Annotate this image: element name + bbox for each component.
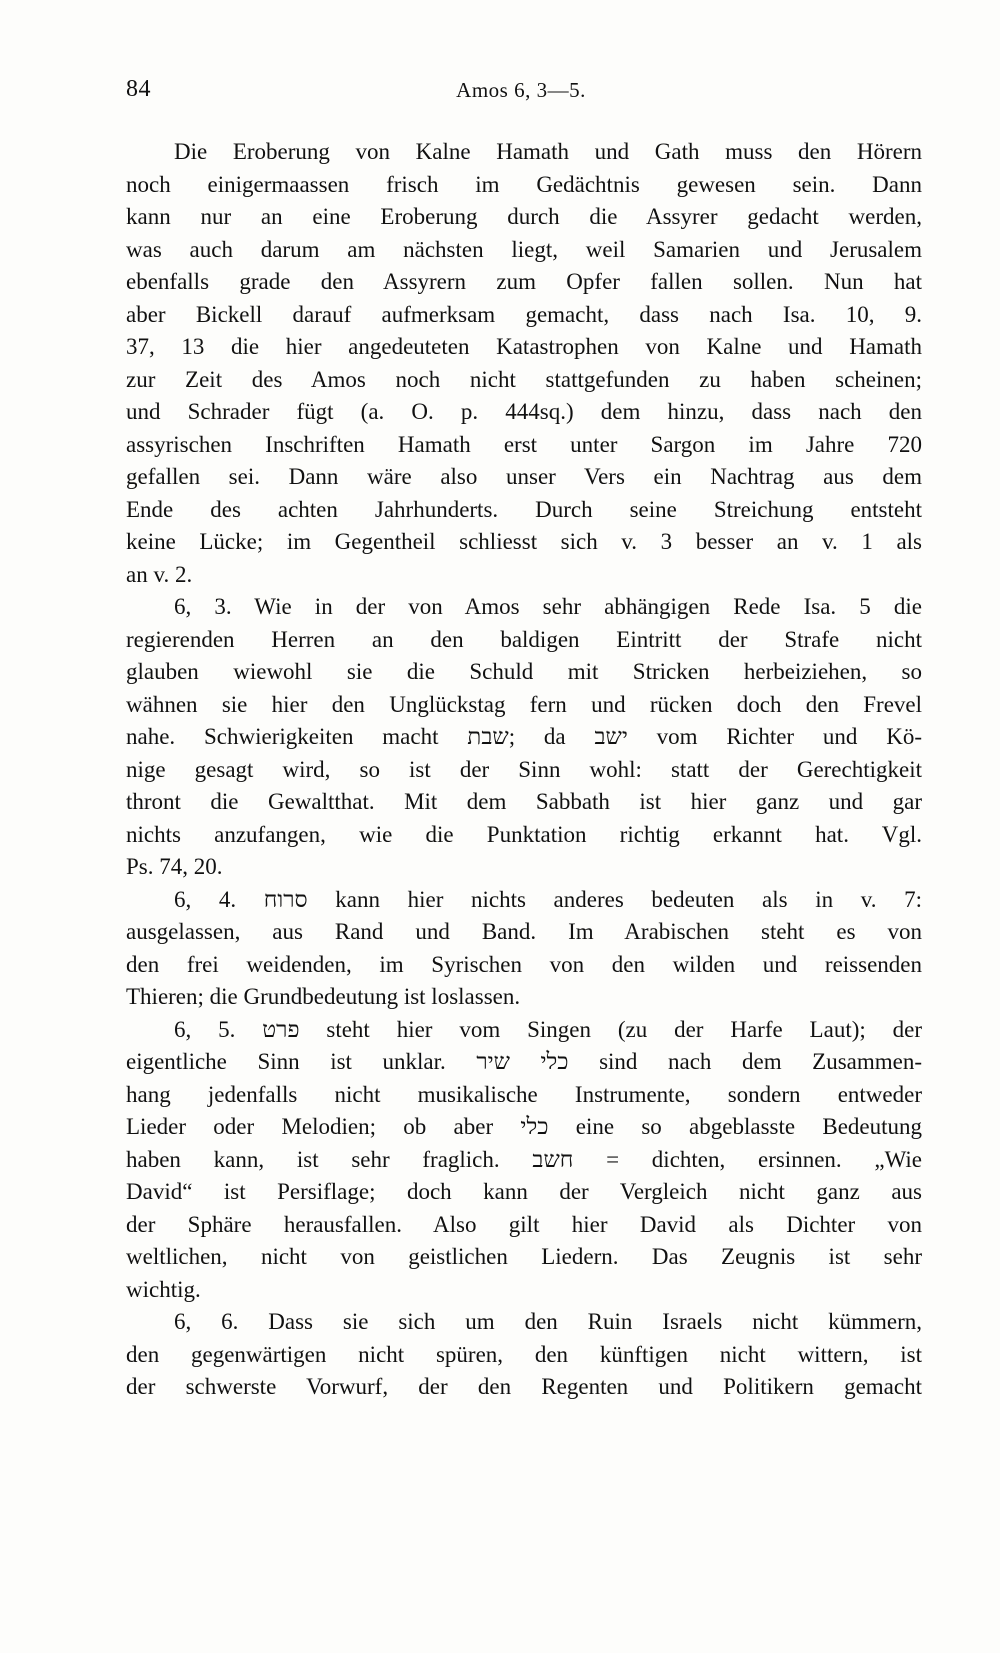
text-line: ausgelassen, aus Rand und Band. Im Arabischen steht es von [126, 919, 922, 944]
text-line: noch einigermaassen frisch im Gedächtnis gewesen sein. Dann [126, 171, 922, 197]
text-line: an v. 2. [126, 561, 193, 587]
text-line: 6, 6. Dass sie sich um den Ruin Israels nicht kümmern, [174, 1309, 922, 1334]
page-number: 84 [126, 76, 151, 102]
text-line: was auch darum am nächsten liegt, weil Samarien und Jerusalem [126, 236, 922, 262]
text-line: haben kann, ist sehr fraglich. חשב = dichten, ersinnen. „Wie [126, 1146, 922, 1172]
text-line: Lieder oder Melodien; ob aber כלי eine so abgeblasste Bedeutung [126, 1114, 923, 1139]
text-line: wichtig. [126, 1276, 201, 1302]
text-line: 6, 5. פרט steht hier vom Singen (zu der Harfe Laut); der [174, 1016, 922, 1042]
text-line: keine Lücke; im Gegentheil schliesst sich v. 3 besser an v. 1 als [126, 529, 922, 554]
text-line: eigentliche Sinn ist unklar. כלי שיר sind nach dem Zusammen- [126, 1049, 923, 1074]
text-line: zur Zeit des Amos noch nicht stattgefunden zu haben scheinen; [126, 366, 922, 392]
text-line: ebenfalls grade den Assyrern zum Opfer fallen sollen. Nun hat [126, 269, 922, 294]
text-line: gefallen sei. Dann wäre also unser Vers ein Nachtrag aus dem [126, 464, 922, 489]
running-title: Amos 6, 3—5. [456, 78, 586, 102]
text-line: glauben wiewohl sie die Schuld mit Stricken herbeiziehen, so [126, 659, 922, 684]
text-line: und Schrader fügt (a. O. p. 444sq.) dem hinzu, dass nach den [126, 399, 922, 424]
text-body [126, 136, 922, 1404]
text-line: aber Bickell darauf aufmerksam gemacht, dass nach Isa. 10, 9. [126, 301, 922, 327]
text-line: Ps. 74, 20. [126, 854, 223, 879]
running-head [126, 76, 916, 106]
text-line: Thieren; die Grundbedeutung ist loslassen. [126, 984, 521, 1009]
text-line: nige gesagt wird, so ist der Sinn wohl: statt der Gerechtigkeit [126, 756, 922, 782]
text-line: den frei weidenden, im Syrischen von den wilden und reissenden [126, 951, 922, 977]
text-line: Ende des achten Jahrhunderts. Durch seine Streichung entsteht [126, 496, 922, 522]
text-line: weltlichen, nicht von geistlichen Liedern. Das Zeugnis ist sehr [126, 1244, 922, 1269]
text-line: der schwerste Vorwurf, der den Regenten und Politikern gemacht [126, 1374, 922, 1399]
text-line: nichts anzufangen, wie die Punktation richtig erkannt hat. Vgl. [126, 821, 922, 847]
text-line: wähnen sie hier den Unglückstag fern und rücken doch den Frevel [126, 691, 922, 717]
text-line: 6, 4. סרוח kann hier nichts anderes bedeuten als in v. 7: [174, 886, 922, 912]
text-line: Die Eroberung von Kalne Hamath und Gath muss den Hörern [174, 139, 922, 164]
text-line: 37, 13 die hier angedeuteten Katastrophen von Kalne und Hamath [126, 334, 922, 359]
text-line: der Sphäre herausfallen. Also gilt hier David als Dichter von [126, 1211, 922, 1237]
text-line: regierenden Herren an den baldigen Eintritt der Strafe nicht [126, 626, 922, 652]
text-line: den gegenwärtigen nicht spüren, den künftigen nicht wittern, ist [126, 1341, 922, 1367]
text-line: assyrischen Inschriften Hamath erst unter Sargon im Jahre 720 [126, 431, 922, 457]
text-line: kann nur an eine Eroberung durch die Assyrer gedacht werden, [126, 204, 922, 229]
text-line: thront die Gewaltthat. Mit dem Sabbath ist hier ganz und gar [126, 789, 922, 814]
text-line: nahe. Schwierigkeiten macht שבת; da ישב vom Richter und Kö- [126, 724, 923, 749]
text-line: David“ ist Persiflage; doch kann der Vergleich nicht ganz aus [126, 1179, 922, 1204]
text-line: hang jedenfalls nicht musikalische Instrumente, sondern entweder [126, 1081, 922, 1107]
text-line: 6, 3. Wie in der von Amos sehr abhängigen Rede Isa. 5 die [174, 594, 922, 619]
